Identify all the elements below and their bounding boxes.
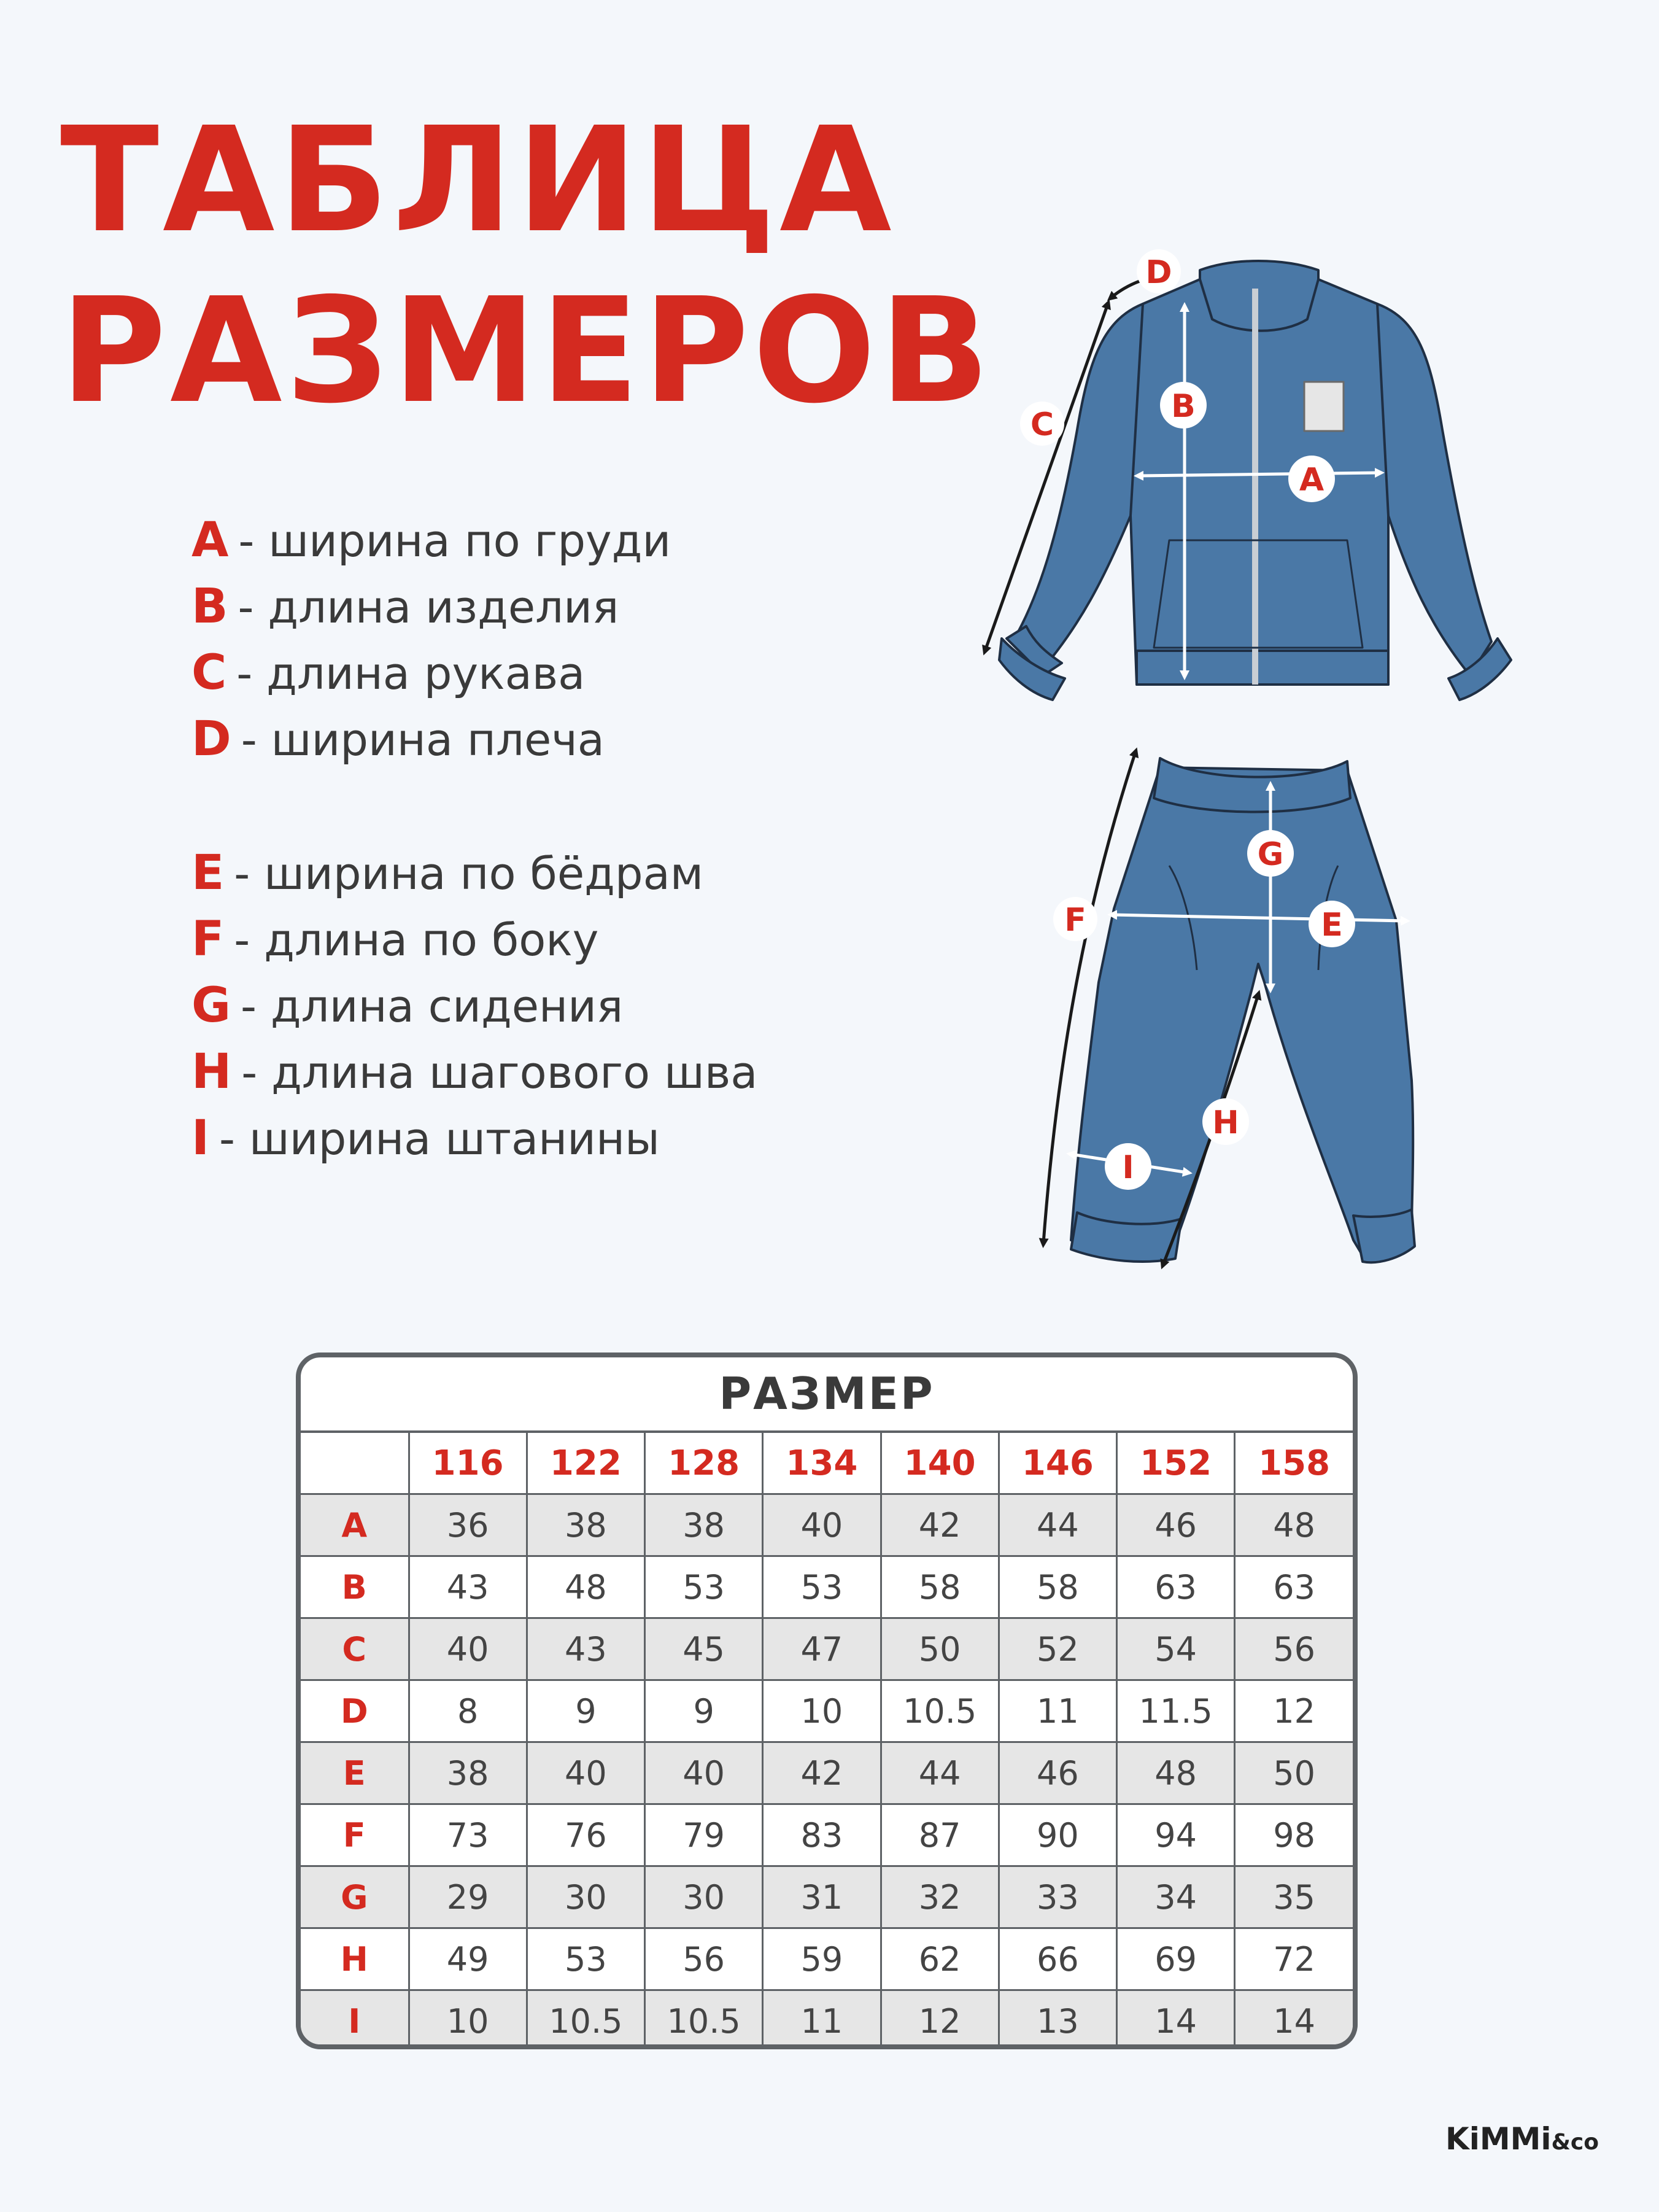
value-cell: 48 [527,1556,644,1618]
value-cell: 69 [1117,1928,1235,1990]
row-label: G [301,1866,409,1928]
value-cell: 10.5 [881,1680,999,1742]
value-cell: 98 [1235,1804,1353,1866]
value-cell: 40 [409,1618,527,1680]
value-cell: 53 [527,1928,644,1990]
svg-text:E: E [1321,907,1343,944]
value-cell: 10 [763,1680,881,1742]
diagram-label-g [1247,830,1294,877]
value-cell: 13 [999,1990,1116,2050]
value-cell: 12 [881,1990,999,2050]
value-cell: 52 [999,1618,1116,1680]
value-cell: 76 [527,1804,644,1866]
value-cell: 40 [527,1742,644,1804]
value-cell: 45 [645,1618,763,1680]
value-cell: 46 [999,1742,1116,1804]
row-label: A [301,1494,409,1556]
size-cell: 158 [1235,1433,1353,1494]
value-cell: 29 [409,1866,527,1928]
value-cell: 62 [881,1928,999,1990]
value-cell: 9 [527,1680,644,1742]
size-table-header: РАЗМЕР [301,1357,1353,1433]
diagram-label-e [1309,901,1355,947]
value-cell: 59 [763,1928,881,1990]
row-label: E [301,1742,409,1804]
value-cell: 8 [409,1680,527,1742]
value-cell: 35 [1235,1866,1353,1928]
row-label: B [301,1556,409,1618]
value-cell: 10 [409,1990,527,2050]
value-cell: 33 [999,1866,1116,1928]
value-cell: 11.5 [1117,1680,1235,1742]
value-cell: 47 [763,1618,881,1680]
legend-item-a: A - ширина по груди [191,513,671,568]
jacket-illustration [999,261,1511,700]
value-cell: 56 [1235,1618,1353,1680]
legend-item-g: G - длина сидения [191,978,624,1033]
value-cell: 40 [645,1742,763,1804]
value-cell: 40 [763,1494,881,1556]
row-label: C [301,1618,409,1680]
value-cell: 53 [645,1556,763,1618]
value-cell: 63 [1117,1556,1235,1618]
value-cell: 66 [999,1928,1116,1990]
table-row [301,1618,1353,1680]
value-cell: 58 [881,1556,999,1618]
value-cell: 14 [1117,1990,1235,2050]
diagram-label-h [1202,1098,1249,1145]
table-row [301,1556,1353,1618]
legend-item-h: H - длина шагового шва [191,1044,758,1100]
value-cell: 42 [763,1742,881,1804]
value-cell: 30 [527,1866,644,1928]
value-cell: 44 [881,1742,999,1804]
size-cell: 134 [763,1433,881,1494]
svg-text:I: I [1122,1149,1134,1186]
value-cell: 49 [409,1928,527,1990]
size-cell: 140 [881,1433,999,1494]
value-cell: 73 [409,1804,527,1866]
svg-text:F: F [1064,902,1086,939]
svg-text:B: B [1171,388,1196,425]
value-cell: 94 [1117,1804,1235,1866]
value-cell: 38 [527,1494,644,1556]
value-cell: 48 [1117,1742,1235,1804]
row-label: H [301,1928,409,1990]
row-label: F [301,1804,409,1866]
value-cell: 43 [409,1556,527,1618]
value-cell: 11 [999,1680,1116,1742]
value-cell: 12 [1235,1680,1353,1742]
diagram-label-c [1020,402,1064,446]
svg-text:H: H [1212,1104,1239,1141]
value-cell: 90 [999,1804,1116,1866]
row-label: D [301,1680,409,1742]
table-row [301,1742,1353,1804]
brand-logo: KiMMi&co [1445,2121,1599,2157]
value-cell: 50 [1235,1742,1353,1804]
value-cell: 54 [1117,1618,1235,1680]
legend-item-b: B - длина изделия [191,579,619,634]
value-cell: 48 [1235,1494,1353,1556]
legend-item-e: E - ширина по бёдрам [191,845,704,901]
value-cell: 58 [999,1556,1116,1618]
legend-item-d: D - ширина плеча [191,712,605,767]
value-cell: 38 [645,1494,763,1556]
diagram-label-d [1137,249,1181,293]
value-cell: 14 [1235,1990,1353,2050]
diagram-label-b [1160,382,1207,429]
value-cell: 30 [645,1866,763,1928]
size-row [301,1433,1353,1494]
table-row [301,1866,1353,1928]
value-cell: 43 [527,1618,644,1680]
value-cell: 11 [763,1990,881,2050]
value-cell: 79 [645,1804,763,1866]
value-cell: 38 [409,1742,527,1804]
value-cell: 36 [409,1494,527,1556]
corner-cell [301,1433,409,1494]
legend-item-c: C - длина рукава [191,645,586,700]
value-cell: 31 [763,1866,881,1928]
value-cell: 72 [1235,1928,1353,1990]
size-cell: 116 [409,1433,527,1494]
diagram-label-a [1288,456,1335,502]
value-cell: 63 [1235,1556,1353,1618]
svg-text:A: A [1299,462,1324,499]
size-cell: 146 [999,1433,1116,1494]
value-cell: 53 [763,1556,881,1618]
table-row [301,1990,1353,2050]
diagram-label-f [1053,897,1097,941]
svg-text:D: D [1145,254,1172,291]
table-row [301,1494,1353,1556]
value-cell: 46 [1117,1494,1235,1556]
title-line-1: ТАБЛИЦА [60,96,895,265]
size-cell: 122 [527,1433,644,1494]
legend-item-i: I - ширина штанины [191,1111,660,1166]
value-cell: 10.5 [645,1990,763,2050]
value-cell: 32 [881,1866,999,1928]
value-cell: 56 [645,1928,763,1990]
value-cell: 42 [881,1494,999,1556]
value-cell: 87 [881,1804,999,1866]
title-line-2: РАЗМЕРОВ [60,266,994,435]
size-table [296,1352,1358,2049]
size-cell: 152 [1117,1433,1235,1494]
svg-text:C: C [1030,406,1054,443]
row-label: I [301,1990,409,2050]
legend-item-f: F - длина по боку [191,912,599,967]
value-cell: 9 [645,1680,763,1742]
size-cell: 128 [645,1433,763,1494]
table-row [301,1804,1353,1866]
size-grid [301,1433,1353,2049]
value-cell: 83 [763,1804,881,1866]
value-cell: 50 [881,1618,999,1680]
table-row [301,1680,1353,1742]
value-cell: 44 [999,1494,1116,1556]
value-cell: 10.5 [527,1990,644,2050]
diagram-label-i [1105,1143,1151,1190]
svg-text:G: G [1257,836,1284,873]
table-row [301,1928,1353,1990]
value-cell: 34 [1117,1866,1235,1928]
